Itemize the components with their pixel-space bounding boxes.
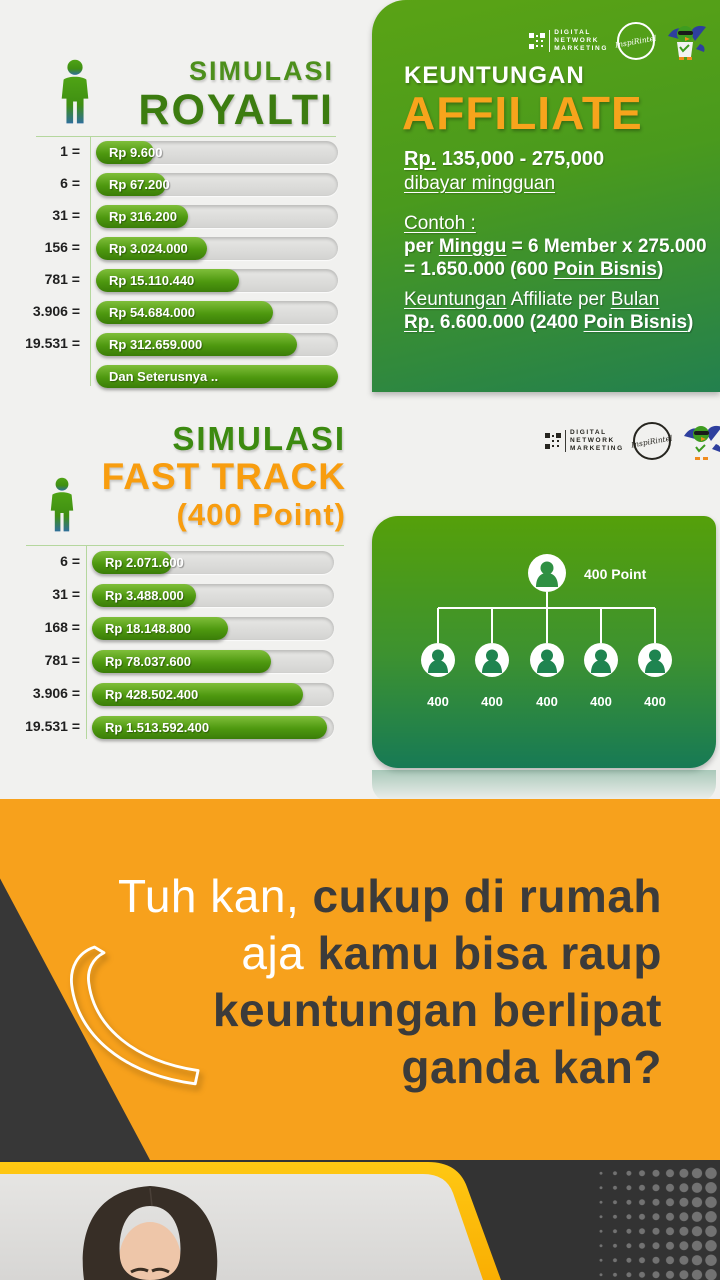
halftone-dots-pattern xyxy=(594,1166,718,1280)
dnm-word: DIGITAL xyxy=(554,29,591,36)
bar-track xyxy=(92,716,334,739)
tree-child-node xyxy=(530,643,564,677)
royalti-title xyxy=(128,56,334,133)
cta-line xyxy=(118,925,662,982)
fasttrack-title xyxy=(90,420,346,533)
bar-track xyxy=(96,205,338,228)
affiliate-panel xyxy=(372,0,720,392)
row-label: 781 = xyxy=(44,652,80,668)
bar-value-label: Rp 3.488.000 xyxy=(105,588,184,603)
qr-icon xyxy=(545,433,561,449)
value-bar xyxy=(92,617,228,640)
fasttrack-title-top: SIMULASI xyxy=(172,420,346,457)
child-point-label: 400 xyxy=(590,694,612,709)
value-bar xyxy=(96,141,163,164)
text-seg: Poin Bisnis xyxy=(583,312,688,333)
row-label: 3.906 = xyxy=(32,303,80,319)
value-bar xyxy=(96,237,207,260)
bar-track xyxy=(96,237,338,260)
tree-diagram xyxy=(372,516,716,768)
chart-row xyxy=(8,333,338,357)
bar-value-label: Dan Seterusnya .. xyxy=(109,369,219,384)
value-bar xyxy=(92,683,303,706)
value-bar xyxy=(92,584,196,607)
child-point-label: 400 xyxy=(536,694,558,709)
text-seg: ) xyxy=(687,312,694,333)
dnm-word: MARKETING xyxy=(554,45,608,52)
row-label: 31 = xyxy=(52,207,80,223)
cta-headline xyxy=(118,868,662,1096)
fasttrack-title-sub: (400 Point) xyxy=(176,497,346,532)
example-label: Contoh : xyxy=(404,213,476,234)
chart-top-rule xyxy=(36,136,336,137)
text-seg: ) xyxy=(656,259,664,280)
text-seg: 6.600.000 (2400 xyxy=(434,312,584,333)
value-bar xyxy=(96,365,338,388)
logo-divider xyxy=(565,430,566,452)
dnm-word: NETWORK xyxy=(570,437,615,444)
chart-row xyxy=(8,205,338,229)
academy-badge-logo xyxy=(630,422,674,460)
bar-track xyxy=(96,141,338,164)
chart-row xyxy=(8,617,334,641)
chart-row xyxy=(8,683,334,707)
bird-mascot-icon xyxy=(680,422,720,460)
tree-child-node xyxy=(421,643,455,677)
bar-track xyxy=(92,617,334,640)
value-bar xyxy=(96,173,170,196)
logo-row xyxy=(529,22,708,60)
tree-child-labels xyxy=(427,694,666,709)
bar-value-label: Rp 67.200 xyxy=(109,177,170,192)
dnm-word: NETWORK xyxy=(554,37,600,44)
tree-child-node xyxy=(638,643,672,677)
bar-track xyxy=(92,650,334,673)
logo-divider xyxy=(549,30,550,52)
dnm-word: DIGITAL xyxy=(570,429,607,436)
text-seg: Affiliate per xyxy=(506,289,611,310)
qr-icon xyxy=(529,33,545,49)
bar-track xyxy=(96,269,338,292)
row-label: 31 = xyxy=(52,586,80,602)
academy-badge-logo xyxy=(614,22,658,60)
bar-track xyxy=(96,365,338,388)
chart-row xyxy=(8,237,338,261)
tree-root-label: 400 Point xyxy=(584,566,647,582)
person-icon xyxy=(46,476,78,534)
bar-value-label: Rp 1.513.592.400 xyxy=(105,720,210,735)
bar-track xyxy=(92,584,334,607)
bar-value-label: Rp 54.684.000 xyxy=(109,305,196,320)
text-seg: Bulan xyxy=(610,289,660,310)
bar-value-label: Rp 15.110.440 xyxy=(109,273,195,288)
bar-value-label: Rp 316.200 xyxy=(109,209,177,224)
row-label: 1 = xyxy=(60,143,80,159)
badge-script-text: InspiRintel xyxy=(630,432,674,450)
value-bar xyxy=(92,716,327,739)
row-label: 19.531 = xyxy=(25,335,80,351)
royalti-title-main: ROYALTI xyxy=(138,86,334,134)
woman-photo xyxy=(0,1174,483,1280)
cta-line: ganda kan? xyxy=(401,1041,662,1093)
child-point-label: 400 xyxy=(481,694,503,709)
bar-value-label: Rp 18.148.800 xyxy=(105,621,192,636)
text-seg: = 1.650.000 (600 xyxy=(404,259,554,280)
text-seg: aja xyxy=(241,927,318,979)
affiliate-heading-top: KEUNTUNGAN xyxy=(404,62,585,89)
example-line1 xyxy=(404,235,707,258)
value-bar xyxy=(96,269,239,292)
text-seg: Poin Bisnis xyxy=(553,259,657,280)
row-label: 168 = xyxy=(44,619,80,635)
monthly-line2 xyxy=(404,311,693,334)
affiliate-example xyxy=(404,212,707,281)
dnm-word: MARKETING xyxy=(570,445,624,452)
bar-track xyxy=(92,551,334,574)
text-seg: = 6 Member x 275.000 xyxy=(506,236,707,257)
chart-row xyxy=(8,716,334,740)
chart-top-rule xyxy=(26,545,344,546)
tree-child-node xyxy=(584,643,618,677)
cta-line: keuntungan berlipat xyxy=(212,984,662,1036)
bird-mascot-icon xyxy=(664,22,708,60)
row-label: 3.906 = xyxy=(32,685,80,701)
fasttrack-title-main: FAST TRACK xyxy=(101,456,346,497)
bar-track xyxy=(96,301,338,324)
bar-value-label: Rp 312.659.000 xyxy=(109,337,203,352)
chart-row xyxy=(8,141,338,165)
tree-child-node xyxy=(475,643,509,677)
amount-range: 135,000 - 275,000 xyxy=(436,148,605,170)
child-point-label: 400 xyxy=(427,694,449,709)
value-bar xyxy=(92,551,184,574)
row-label: 19.531 = xyxy=(25,718,80,734)
child-point-label: 400 xyxy=(644,694,666,709)
tree-root-node xyxy=(528,554,566,592)
bar-track xyxy=(96,333,338,356)
digital-network-marketing-logo xyxy=(529,29,608,53)
text-seg: Keuntungan xyxy=(404,289,507,310)
chart-row xyxy=(8,269,338,293)
dnm-logo-text xyxy=(554,29,608,53)
chart-row xyxy=(8,365,338,389)
bar-track xyxy=(92,683,334,706)
person-icon xyxy=(56,58,94,126)
affiliate-monthly xyxy=(404,288,693,334)
value-bar xyxy=(96,333,297,356)
affiliate-amount xyxy=(404,148,604,171)
text-seg: cukup di rumah xyxy=(312,870,662,922)
value-bar xyxy=(96,301,273,324)
chart-row xyxy=(8,551,334,575)
row-label: 156 = xyxy=(44,239,80,255)
amount-currency: Rp. xyxy=(404,148,437,170)
value-bar xyxy=(96,205,188,228)
text-seg: per xyxy=(404,236,439,257)
value-bar xyxy=(92,650,271,673)
chart-row xyxy=(8,650,334,674)
badge-script-text: InspiRintel xyxy=(614,32,658,50)
dnm-logo-text xyxy=(570,429,624,453)
affiliate-amount-note: dibayar mingguan xyxy=(404,173,556,194)
text-seg: Rp. xyxy=(404,312,435,333)
text-seg: Tuh kan, xyxy=(117,870,313,922)
tree-connectors xyxy=(438,592,655,643)
chart-row xyxy=(8,584,334,608)
royalti-title-top: SIMULASI xyxy=(188,56,334,86)
bar-value-label: Rp 9.600 xyxy=(109,145,163,160)
row-label: 781 = xyxy=(44,271,80,287)
example-line2 xyxy=(404,258,707,281)
photo-card xyxy=(0,1148,540,1280)
text-seg: kamu bisa raup xyxy=(317,927,662,979)
bar-value-label: Rp 78.037.600 xyxy=(105,654,192,669)
panel-reflection xyxy=(372,770,716,802)
row-label: 6 = xyxy=(60,175,80,191)
bar-value-label: Rp 2.071.600 xyxy=(105,555,184,570)
digital-network-marketing-logo xyxy=(545,429,624,453)
fasttrack-tree-panel xyxy=(372,516,716,768)
logo-row xyxy=(545,422,720,460)
cta-section xyxy=(0,799,720,1160)
affiliate-heading-main: AFFILIATE xyxy=(402,87,643,139)
chart-row xyxy=(8,301,338,325)
row-label: 6 = xyxy=(60,553,80,569)
bar-value-label: Rp 3.024.000 xyxy=(109,241,188,256)
monthly-line1 xyxy=(404,288,693,311)
bar-track xyxy=(96,173,338,196)
chart-row xyxy=(8,173,338,197)
bar-value-label: Rp 428.502.400 xyxy=(105,687,199,702)
text-seg: Minggu xyxy=(438,236,507,257)
cta-line xyxy=(118,868,662,925)
